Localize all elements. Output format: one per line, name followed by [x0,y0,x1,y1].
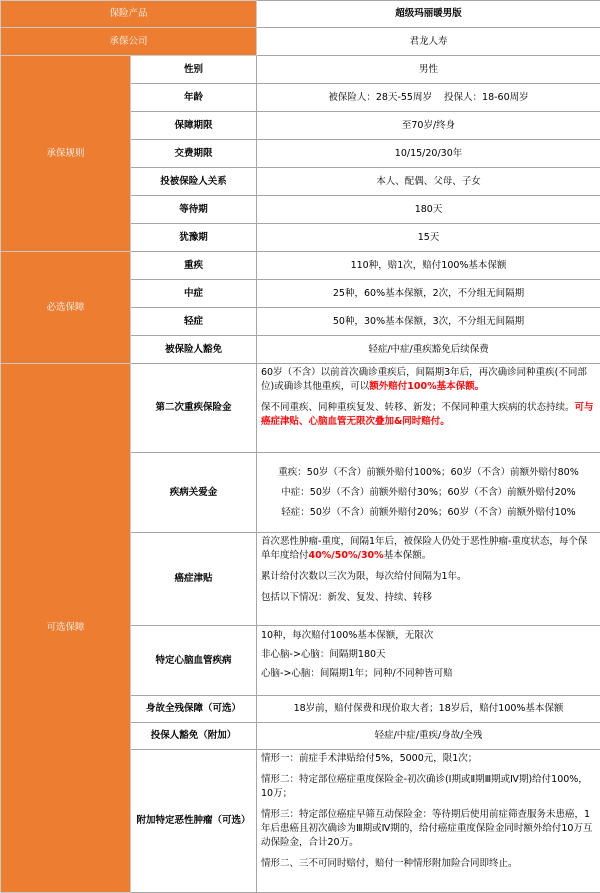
rider-line: 情形一：前症手术津贴给付5%，5000元，限1次； [261,752,596,766]
cancer-label: 癌症津贴 [131,533,257,626]
rule-label: 年龄 [131,84,257,112]
rule-label: 投被保险人关系 [131,168,257,196]
second-ci-label: 第二次重疾保险金 [131,364,257,453]
rule-label: 犹豫期 [131,224,257,252]
rule-value: 被保险人：28天-55周岁 投保人：18-60周岁 [257,84,600,112]
required-label: 重疾 [131,252,257,280]
second-ci-highlight: 可与癌症津贴、心脑血管无限次叠加&同时赔付。 [261,402,594,427]
cardio-detail [257,626,600,696]
cardio-line: 10种，每次赔付100%基本保额，无限次 [261,629,596,643]
cancer-paragraph: 包括以下情况：新发、复发、持续、转移 [261,591,596,605]
second-ci-detail [257,364,600,453]
rule-value: 15天 [257,224,600,252]
applicant-waiver-value: 轻症/中症/重疾/身故/全残 [257,723,600,750]
rule-row [1,56,600,84]
second-ci-paragraph [261,401,596,429]
second-ci-text: 保不同重疾、同种重疾复发、转移、新发；不保同种重大疾病的状态持续。 [261,402,575,413]
cancer-paragraph: 累计给付次数以三次为限，每次给付间隔为1年。 [261,570,596,584]
required-value: 25种，60%基本保额，2次，不分组无间隔期 [257,280,600,308]
required-row [1,252,600,280]
company-value: 君龙人寿 [257,28,600,56]
rule-label: 等待期 [131,196,257,224]
death-value: 18岁前，赔付保费和现价取大者；18岁后，赔付100%基本保额 [257,696,600,723]
required-category: 必选保障 [1,252,131,364]
care-detail [257,453,600,533]
optional-row [1,364,600,453]
required-label: 中症 [131,280,257,308]
cardio-label: 特定心脑血管疾病 [131,626,257,696]
rule-value: 180天 [257,196,600,224]
cardio-line: 非心脑->心脑：间隔期180天 [261,648,596,662]
rule-label: 性别 [131,56,257,84]
required-value: 110种，赔1次，赔付100%基本保额 [257,252,600,280]
optional-category: 可选保障 [1,364,131,893]
rider-detail [257,750,600,893]
header-row [1,1,600,28]
required-value: 轻症/中症/重疾豁免后续保费 [257,336,600,364]
required-label: 轻症 [131,308,257,336]
required-label: 被保险人豁免 [131,336,257,364]
rule-label: 保障期限 [131,112,257,140]
rider-line: 情形二、三不可同时赔付，赔付一种情形附加险合同即终止。 [261,857,596,871]
second-ci-text: 60岁（不含）以前首次确诊重疾后，间隔期3年后，再次确诊同种重疾(不同部位)或确诊其他重疾，可以 [261,367,587,392]
cancer-text: 首次恶性肿瘤-重度，间隔1年后，被保险人仍处于恶性肿瘤-重度状态，每个保单年度给付 [261,536,587,561]
rider-label: 附加特定恶性肿瘤（可选） [131,750,257,893]
rule-value: 本人、配偶、父母、子女 [257,168,600,196]
company-row [1,28,600,56]
cancer-paragraph [261,535,596,563]
second-ci-highlight: 额外赔付100%基本保额。 [369,381,484,392]
header-product-label: 保险产品 [1,1,257,28]
header-product-name: 超级玛丽暖男版 [257,1,600,28]
care-line: 轻症：50岁（不含）前额外赔付20%；60岁（不含）前额外赔付10% [261,506,596,520]
rule-label: 交费期限 [131,140,257,168]
cardio-line: 心脑->心脑：间隔期1年；同种/不同种皆可赔 [261,667,596,681]
cancer-text-tail: 基本保额。 [384,550,432,561]
rule-value: 10/15/20/30年 [257,140,600,168]
required-value: 50种，30%基本保额，3次，不分组无间隔期 [257,308,600,336]
care-line: 重疾：50岁（不含）前额外赔付100%；60岁（不含）前额外赔付80% [261,466,596,480]
rules-category: 承保规则 [1,56,131,252]
cancer-highlight: 40%/50%/30% [309,550,384,561]
care-label: 疾病关爱金 [131,453,257,533]
rule-value: 至70岁/终身 [257,112,600,140]
rider-line: 情形三：特定部位癌症早筛互动保险金：等待期后使用前症筛查服务未患癌，1年后患癌且初次确诊为Ⅲ期或Ⅳ期的，给付癌症重度保险金同时额外给付10万互动保险金，合计20万。 [261,808,596,850]
cancer-detail [257,533,600,626]
second-ci-paragraph [261,366,596,394]
company-label: 承保公司 [1,28,257,56]
rule-value: 男性 [257,56,600,84]
death-label: 身故全残保障（可选） [131,696,257,723]
care-line: 中症：50岁（不含）前额外赔付30%；60岁（不含）前额外赔付20% [261,486,596,500]
applicant-waiver-label: 投保人豁免（附加） [131,723,257,750]
rider-line: 情形二：特定部位癌症重度保险金-初次确诊(Ⅰ期或Ⅱ期Ⅲ期或Ⅳ期)给付100%，10万； [261,773,596,801]
